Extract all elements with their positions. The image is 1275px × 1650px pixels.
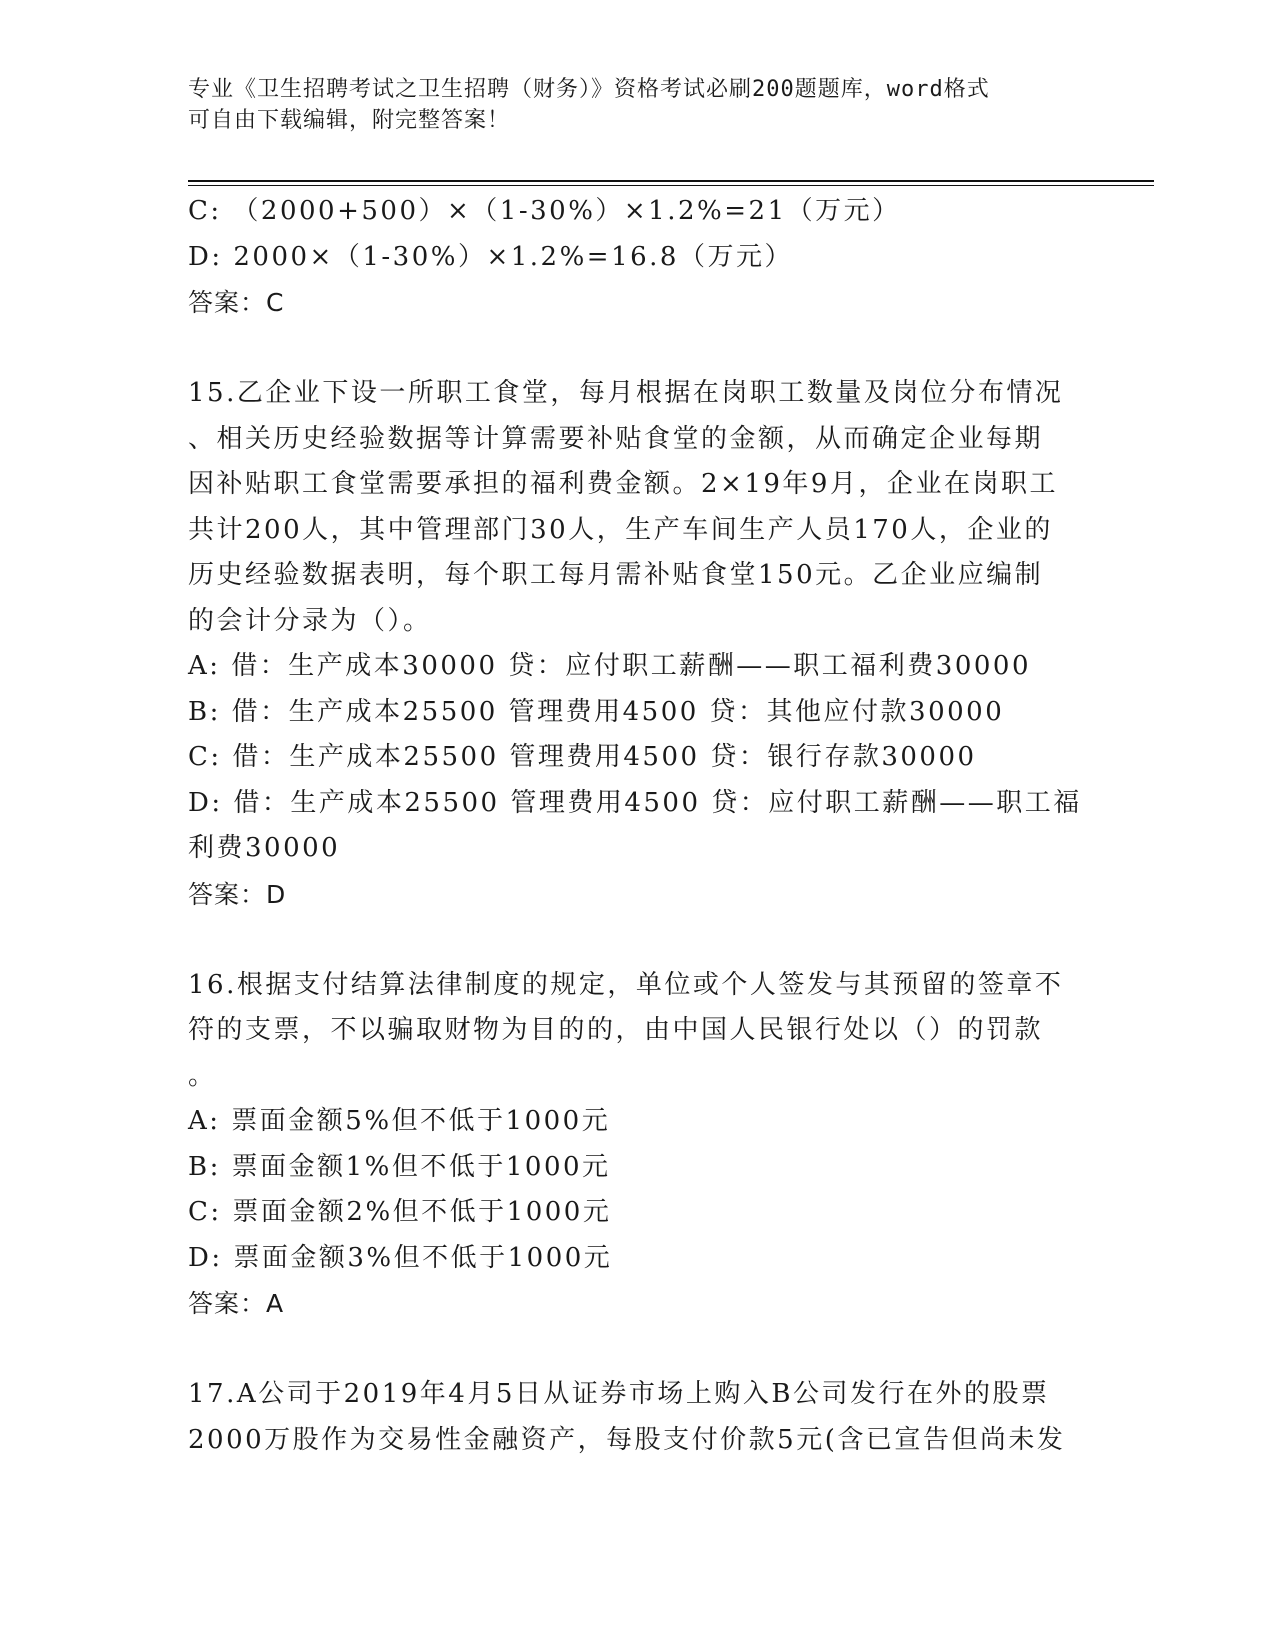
answer-line: 答案：C [188,288,285,317]
option-d: D: 2000×（1-30%）×1.2%=16.8（万元） [188,241,793,272]
question-stem-line: 历史经验数据表明，每个职工每月需补贴食堂150元。乙企业应编制 [188,560,1044,590]
answer-line: 答案：D [188,879,287,909]
header-divider-thick [188,180,1154,182]
option-d: D: 借：生产成本25500 管理费用4500 贷：应付职工薪酬——职工福 [188,787,1082,818]
answer-line: 答案：A [188,1289,285,1318]
question-stem-line: 16.根据支付结算法律制度的规定，单位或个人签发与其预留的签章不 [188,969,1064,1000]
option-a: A: 票面金额5%但不低于1000元 [188,1106,611,1136]
option-c: C: 借：生产成本25500 管理费用4500 贷：银行存款30000 [188,742,977,772]
header-line-1: 专业《卫生招聘考试之卫生招聘（财务）》资格考试必刷200题题库，word格式 [188,77,990,102]
question-16 [188,963,1088,1327]
option-b: B: 票面金额1%但不低于1000元 [188,1151,611,1182]
question-stem-line: 2000万股作为交易性金融资产，每股支付价款5元(含已宣告但尚未发 [188,1424,1066,1455]
question-14-tail [188,189,1088,326]
option-c: C: （2000+500）×（1-30%）×1.2%=21（万元） [188,196,901,226]
question-stem-line: 、相关历史经验数据等计算需要补贴食堂的金额，从而确定企业每期 [188,423,1044,454]
question-stem-line: 15.乙企业下设一所职工食堂，每月根据在岗职工数量及岗位分布情况 [188,378,1064,408]
option-c: C: 票面金额2%但不低于1000元 [188,1197,612,1227]
question-stem-line: 共计200人，其中管理部门30人，生产车间生产人员170人，企业的 [188,514,1053,545]
question-stem-line: 因补贴职工食堂需要承担的福利费金额。2×19年9月，企业在岗职工 [188,469,1058,499]
header-divider-thin [188,185,1154,186]
question-17 [188,1372,1088,1463]
option-d-continued: 利费30000 [188,833,341,863]
question-stem-line: 的会计分录为（）。 [188,605,432,636]
header-line-2: 可自由下载编辑，附完整答案！ [188,108,511,133]
question-stem-line: 符的支票，不以骗取财物为目的的，由中国人民银行处以（）的罚款 [188,1015,1044,1045]
question-stem-line: 。 [188,1060,217,1091]
question-15 [188,371,1088,917]
document-body [188,189,1088,1463]
option-d: D: 票面金额3%但不低于1000元 [188,1242,613,1273]
option-b: B: 借：生产成本25500 管理费用4500 贷：其他应付款30000 [188,696,1005,727]
document-header [188,74,1088,136]
question-stem-line: 17.A公司于2019年4月5日从证券市场上购入B公司发行在外的股票 [188,1379,1050,1409]
option-a: A: 借：生产成本30000 贷：应付职工薪酬——职工福利费30000 [188,651,1031,681]
